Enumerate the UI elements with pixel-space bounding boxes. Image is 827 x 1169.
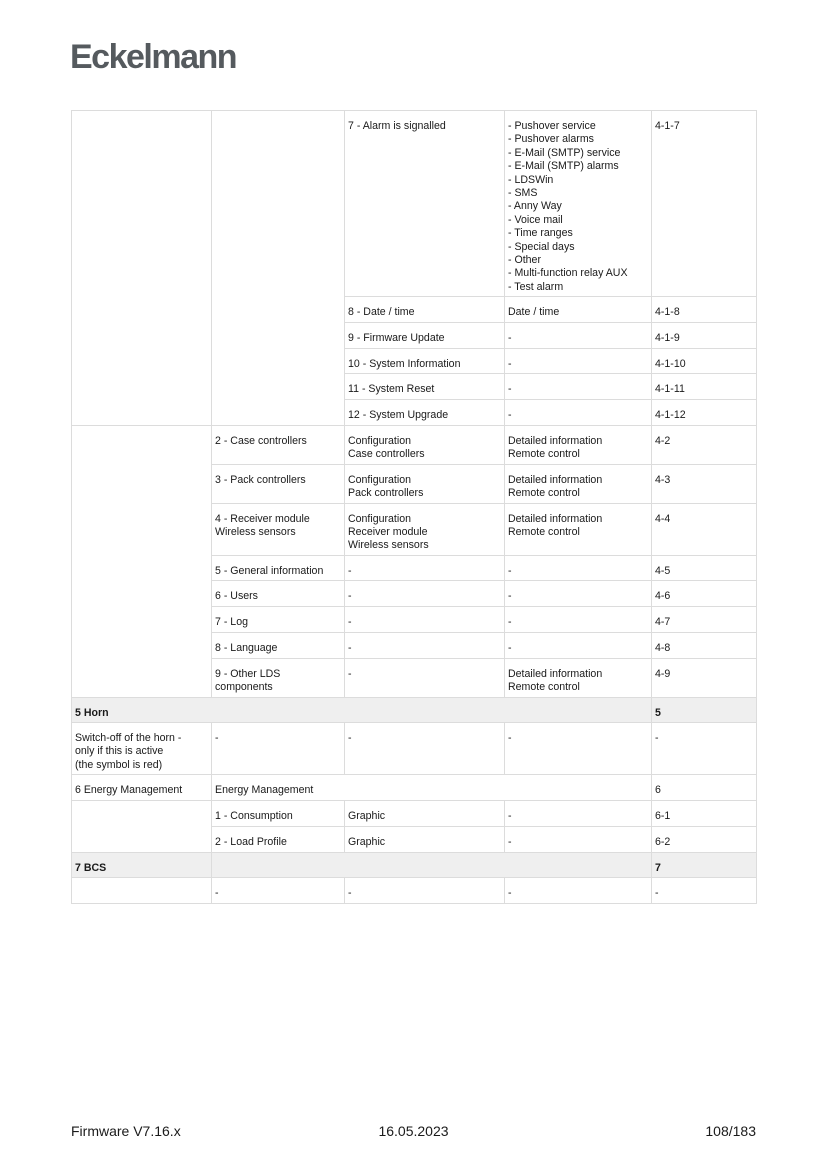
- footer-page-number: 108/183: [705, 1123, 756, 1139]
- table-row: [72, 775, 757, 801]
- menu-item: Configuration Pack controllers: [345, 464, 505, 503]
- menu-item: -: [345, 555, 505, 580]
- menu-ref: 4-1-7: [652, 111, 757, 297]
- menu-ref: 4-1-11: [652, 374, 757, 400]
- footer-firmware: Firmware V7.16.x: [71, 1123, 181, 1139]
- menu-item: 10 - System Information: [345, 348, 505, 373]
- menu-item: -: [345, 722, 505, 774]
- menu-details: -: [505, 607, 652, 632]
- table-row: [72, 801, 757, 826]
- menu-ref: 6-2: [652, 826, 757, 852]
- menu-ref: 4-4: [652, 503, 757, 555]
- submenu-item: 4 - Receiver module Wireless sensors: [212, 503, 345, 555]
- menu-ref: 4-8: [652, 632, 757, 658]
- menu-ref: 4-6: [652, 581, 757, 607]
- menu-ref: 6-1: [652, 801, 757, 826]
- menu-details: Detailed information Remote control: [505, 425, 652, 464]
- section-title: 7 BCS: [72, 852, 212, 877]
- section-header-row: [72, 852, 757, 877]
- empty-cell: [72, 111, 212, 426]
- menu-details: Detailed information Remote control: [505, 503, 652, 555]
- menu-details: Detailed information Remote control: [505, 464, 652, 503]
- submenu-item: 1 - Consumption: [212, 801, 345, 826]
- table-row: [72, 877, 757, 903]
- menu-details: -: [505, 400, 652, 425]
- empty-cell: [72, 425, 212, 697]
- menu-ref: 4-3: [652, 464, 757, 503]
- company-logo: Eckelmann: [70, 38, 237, 76]
- menu-item: -: [345, 581, 505, 607]
- menu-item: Graphic: [345, 801, 505, 826]
- footer-date: 16.05.2023: [378, 1123, 449, 1139]
- menu-ref: 4-1-8: [652, 297, 757, 322]
- menu-item: Configuration Case controllers: [345, 425, 505, 464]
- menu-item: -: [345, 877, 505, 903]
- empty-cell: [72, 877, 212, 903]
- menu-ref: -: [652, 722, 757, 774]
- menu-ref: 4-2: [652, 425, 757, 464]
- menu-ref: 4-5: [652, 555, 757, 580]
- submenu-item: 5 - General information: [212, 555, 345, 580]
- menu-ref: 4-9: [652, 658, 757, 697]
- menu-item: 9 - Firmware Update: [345, 322, 505, 348]
- menu-details: - Pushover service - Pushover alarms - E-Mail (SMTP) service - E-Mail (SMTP) alarms - LDSWin - SMS - Anny Way - Voice mail - Time ranges - Special days - Other - Multi-function relay AUX - Test alarm: [505, 111, 652, 297]
- submenu-item: -: [212, 877, 345, 903]
- menu-item: -: [345, 658, 505, 697]
- menu-details: -: [505, 581, 652, 607]
- menu-item: -: [345, 632, 505, 658]
- empty-cell: [212, 852, 652, 877]
- menu-details: -: [505, 555, 652, 580]
- submenu-item: 3 - Pack controllers: [212, 464, 345, 503]
- menu-details: -: [505, 877, 652, 903]
- menu-item: 7 - Alarm is signalled: [345, 111, 505, 297]
- submenu-item: 2 - Load Profile: [212, 826, 345, 852]
- menu-item: Switch-off of the horn - only if this is active (the symbol is red): [72, 722, 212, 774]
- menu-ref: 6: [652, 775, 757, 801]
- menu-ref: -: [652, 877, 757, 903]
- menu-details: -: [505, 322, 652, 348]
- section-ref: 5: [652, 697, 757, 722]
- menu-details: -: [505, 722, 652, 774]
- menu-item: 8 - Date / time: [345, 297, 505, 322]
- menu-item: -: [345, 607, 505, 632]
- menu-details: -: [505, 632, 652, 658]
- menu-ref: 4-1-9: [652, 322, 757, 348]
- menu-details: Date / time: [505, 297, 652, 322]
- submenu-item: 7 - Log: [212, 607, 345, 632]
- menu-details: -: [505, 826, 652, 852]
- menu-structure-table: [71, 110, 757, 904]
- submenu-item: 8 - Language: [212, 632, 345, 658]
- submenu-item: 2 - Case controllers: [212, 425, 345, 464]
- table-row: [72, 111, 757, 297]
- section-ref: 7: [652, 852, 757, 877]
- menu-item: 11 - System Reset: [345, 374, 505, 400]
- menu-details: -: [505, 348, 652, 373]
- submenu-item: 9 - Other LDS components: [212, 658, 345, 697]
- menu-item: 6 Energy Management: [72, 775, 212, 801]
- section-header-row: [72, 697, 757, 722]
- menu-ref: 4-1-12: [652, 400, 757, 425]
- table-row: [72, 722, 757, 774]
- empty-cell: [72, 801, 212, 852]
- menu-details: Detailed information Remote control: [505, 658, 652, 697]
- menu-details: -: [505, 801, 652, 826]
- empty-cell: [212, 111, 345, 426]
- menu-ref: 4-1-10: [652, 348, 757, 373]
- section-title: 5 Horn: [72, 697, 652, 722]
- menu-ref: 4-7: [652, 607, 757, 632]
- submenu-item: 6 - Users: [212, 581, 345, 607]
- submenu-item: Energy Management: [212, 775, 652, 801]
- menu-item: Graphic: [345, 826, 505, 852]
- submenu-item: -: [212, 722, 345, 774]
- menu-details: -: [505, 374, 652, 400]
- menu-item: 12 - System Upgrade: [345, 400, 505, 425]
- menu-item: Configuration Receiver module Wireless sensors: [345, 503, 505, 555]
- table-row: [72, 425, 757, 464]
